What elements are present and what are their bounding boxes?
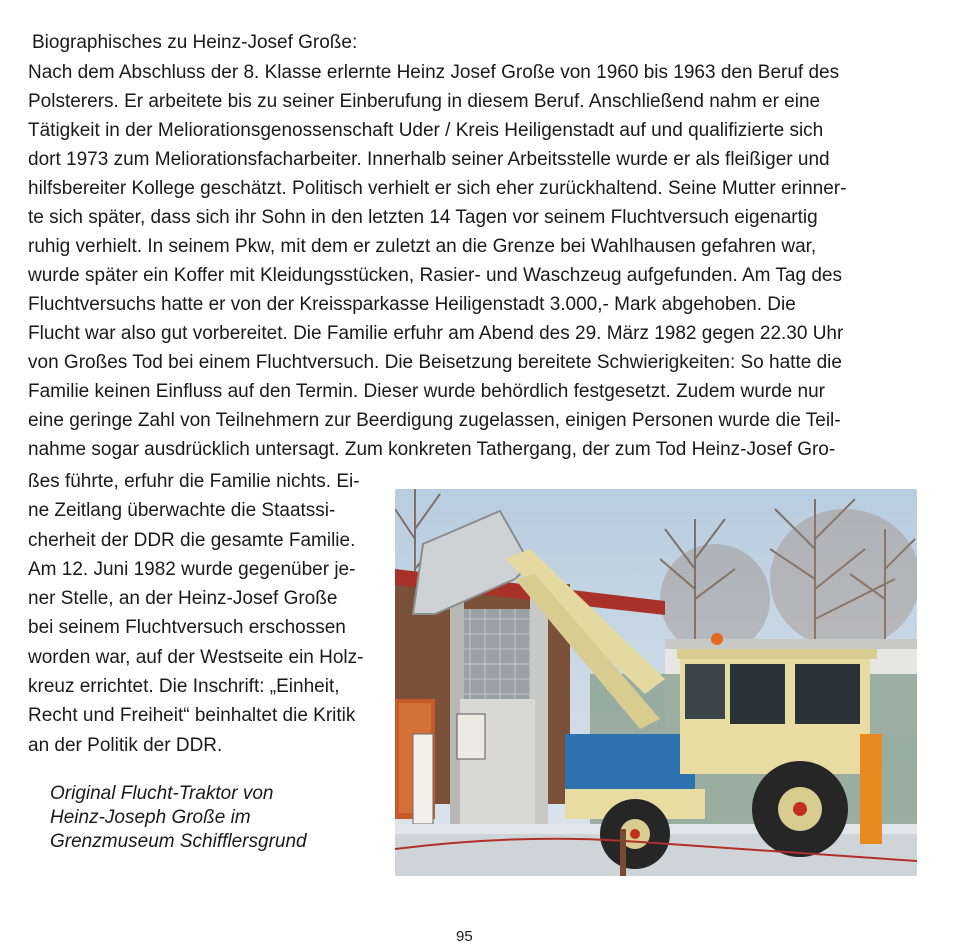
tractor-photo xyxy=(395,489,917,876)
section-heading: Biographisches zu Heinz-Josef Große: xyxy=(32,32,358,53)
paragraph-line: an der Politik der DDR. xyxy=(28,734,223,756)
paragraph-line: Familie keinen Einfluss auf den Termin. Dieser wurde behördlich festgesetzt. Zudem wurde nur xyxy=(28,381,825,402)
paragraph-line: wurde später ein Koffer mit Kleidungsstücken, Rasier- und Waschzeug aufgefunden. Am Tag des xyxy=(28,265,842,286)
paragraph-line: hilfsbereiter Kollege geschätzt. Politisch verhielt er sich eher zurückhaltend. Seine Mutter erinner- xyxy=(28,178,847,199)
paragraph-line: ßes führte, erfuhr die Familie nichts. Ei- xyxy=(28,471,360,492)
paragraph-line: Polsterers. Er arbeitete bis zu seiner Einberufung in diesem Beruf. Anschließend nahm er eine xyxy=(28,91,821,112)
paragraph-line: ner Stelle, an der Heinz-Josef Große xyxy=(28,588,338,610)
paragraph-line: kreuz errichtet. Die Inschrift: „Einheit, xyxy=(28,676,340,698)
paragraph-line: Tätigkeit in der Meliorationsgenossenschaft Uder / Kreis Heiligenstadt auf und qualifizierte sich xyxy=(28,120,824,141)
paragraph-line: Am 12. Juni 1982 wurde gegenüber je- xyxy=(28,558,356,580)
caption-line: Grenzmuseum Schifflersgrund xyxy=(50,831,307,852)
tractor-photo-illustration xyxy=(395,489,917,876)
paragraph-line: Recht und Freiheit“ beinhaltet die Kritik xyxy=(28,705,356,727)
caption-line: Original Flucht-Traktor von xyxy=(50,783,274,804)
paragraph-line: te sich später, dass sich ihr Sohn in den letzten 14 Tagen vor seinem Fluchtversuch eigenartig xyxy=(28,207,818,228)
paragraph-line: bei seinem Fluchtversuch erschossen xyxy=(28,617,346,639)
paragraph-line: cherheit der DDR die gesamte Familie. xyxy=(28,529,356,551)
caption-line: Heinz-Joseph Große im xyxy=(50,807,251,828)
wrapped-paragraph xyxy=(28,467,363,760)
paragraph-line: Fluchtversuchs hatte er von der Kreissparkasse Heiligenstadt 3.000,- Mark abgehoben. Die xyxy=(28,294,796,315)
paragraph-line: Flucht war also gut vorbereitet. Die Familie erfuhr am Abend des 29. März 1982 gegen 22.30 Uhr xyxy=(28,323,844,344)
paragraph-line: dort 1973 zum Meliorationsfacharbeiter. Innerhalb seiner Arbeitsstelle wurde er als fleißiger und xyxy=(28,149,830,170)
paragraph-line: eine geringe Zahl von Teilnehmern zur Beerdigung zugelassen, einigen Personen wurde die Teil- xyxy=(28,410,841,431)
biography-paragraph xyxy=(28,58,846,464)
paragraph-line: Nach dem Abschluss der 8. Klasse erlernte Heinz Josef Große von 1960 bis 1963 den Beruf des xyxy=(28,62,840,83)
photo-caption xyxy=(50,782,307,854)
paragraph-line: nahme sogar ausdrücklich untersagt. Zum konkreten Tathergang, der zum Tod Heinz-Josef Gro- xyxy=(28,439,836,460)
page-number: 95 xyxy=(456,928,473,945)
paragraph-line: ne Zeitlang überwachte die Staatssi- xyxy=(28,500,336,522)
paragraph-line: worden war, auf der Westseite ein Holz- xyxy=(28,646,364,668)
paragraph-line: von Großes Tod bei einem Fluchtversuch. Die Beisetzung bereitete Schwierigkeiten: So hatte die xyxy=(28,352,842,373)
paragraph-line: ruhig verhielt. In seinem Pkw, mit dem er zuletzt an die Grenze bei Wahlhausen gefahren war, xyxy=(28,236,817,257)
